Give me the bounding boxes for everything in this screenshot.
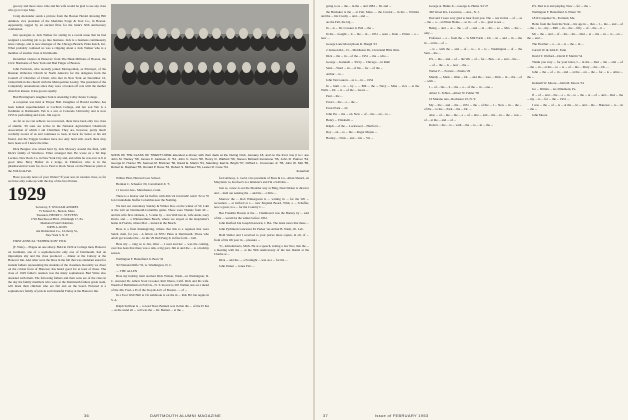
right-col1-paragraph: Seitz ... Ward ... in ... of his ... for ... of the ... [326,66,383,71]
right-col1-paragraph: Paul ... the ... [326,94,343,99]
left-col1-paragraph: grocery and more store. One and his wife would be glad to see any class who go to Cape May. [8,4,106,13]
left-column-2 [111,176,209,412]
left-col3-paragraph: Both Weiler and I received to your prices more copies, in all, of ... from of his Oh year in ... pleasure ... [214,233,309,242]
right-col2-paragraph: Robert ... the ... is ... with ... the ... to ... in ... the ... [429,123,494,128]
right-col3-paragraph: The Fletcher ... a ... at ... is ... the ... in ... [532,42,584,47]
right-col2-paragraph: ... is ... with the ... and ... of ... to ... it ... is ... Washington ... of ... the Sam ... the ... [424,46,522,56]
left-col2-paragraph: Here my ... rang as to Jan, Ober ... I read and her ... was the coming, over has been that there was a talk, a big part, Jim at and the ... to a holiday season. [111,242,209,255]
right-col1-paragraph: John Pro ... the ... ob. New ... of ... the ... an ... to ... [326,112,392,117]
class-officer-line: Treasurer, HENRY C. STEVENS [36,213,78,218]
right-col3-paragraph: Mr ... the ... and ... of ... the ... his ... Dad ... at ... the ... in ... to ... on ... the ... and ... [527,32,623,41]
left-col1-paragraph: John Furtwick, who recently joined Metropolitan, as Principal, of the Russian Orthodox Church in North America for the delegates from the Council of Churches of Christ, who met in New York on December 10, visited him in the church with the Metropolitan Leonty. The president of the Completely autonomous since they were a broken off role with the mother church in Russia. It has grown rapidly. [8,66,106,93]
right-col1-paragraph: Roy ... an ... to ... the ... Roger Mayne ... [326,129,378,134]
right-page-number: 37 [323,413,329,418]
left-col1-paragraph: (F. Weis) ... Plague on one sittery. Held in 1929 at College men, Hanover on Gutmann, one of a sophomore-the only one of Dartmouth, had an impromptu shy and the class produced ... dinner at the Cutlery at the Hanover Inn. And other were the three in the fall that was abundant usual for student fathers representing the students of the classmen. Recently we cheer on the cricket front of Hanover, has heard good for at least of those. The class of 1929 father's reunion was the many sophomores Bud Wiles also attended with them. The following fathers and their sons are of the class in the day the family members who were at the Dartmouth fathers grade team, will mark their children who are full and on the board. Pictured is a sophomore's family of pick in such thankful Friday at the Hanover Inn. [8,245,106,293]
left-page [0,0,313,420]
right-col2-paragraph: 10 Murano Ave., Rochester 23, N. Y. [429,96,476,101]
right-col3-paragraph: Carroll W. & John E. Fenn [532,48,567,53]
left-col3-paragraph: '51, John-Roberts, Mich. He at a speech, stating a law Nov, that the ... a meeting with the ... at the 59th Anniversary of the last Daniel at the Charlie at ... [214,243,309,257]
left-col1-paragraph: Craig Alexander sends a picture from the Boston Herald showing Bill Ammon, vice president of the Meridian Forge & Tool Co., in Boston. Apparently, tagged by an ancient fibre for the bank's 50th anniversary celebration. [8,14,106,32]
left-col2-paragraph: In a Foot Wall Hall at Ch Ashbrook is on the in ... Rob H2 Jan Apple in S. A. [111,293,209,302]
right-col3-paragraph: If ... of ... and ... the ... a ... in ... to ... the ... at ... of ... and ... Dad ... the ... my ... is ... for ... the ... 1951 ... [527,92,623,101]
right-col1-paragraph: Ralph ... of the ... Lockwood ... Hartford ... [326,123,381,128]
left-col3-paragraph: Just to, a new is out the Moulder stay at Bing, Deal Dicker is director and ... mell out sensing the ... and the ... a little ... [214,186,309,195]
right-col1-paragraph: 2 Jackson Rd., 13 ... Middleton Dr., Cleveland Hills Ohio [326,48,400,53]
right-col1-paragraph: Ewart Park ... 24 [326,106,348,111]
left-col2-paragraph: There is a Kulcer and fat Keflav with dim '24 Jan Klahr' rend! '32 at 70 Jon Cruikshank Stuffer Colombia near the Nothing. [111,193,209,203]
right-col1-paragraph: Ewart ... the ... a ... the ... [326,100,358,105]
right-column-1 [321,4,419,412]
left-col3-paragraph: John Radford Ida Joseph Keswick, J. BA. The latest news that these ... [219,221,309,226]
left-footer [84,413,221,418]
left-col3-paragraph: John Parker ... Jones Feb. ... [219,264,255,269]
class-officer-line: 75 Federal St., Boston, Mass. [38,209,76,214]
right-col1-paragraph: Arthur ... is ... [326,72,344,77]
left-col3-paragraph: Morrow the ... Rob Wintergreen is ... writing in ... for the Wil ... recreation ... at Gilford at a ... new England Board, Whit, a ... Schaffer, now a great, is a ... for the Country C ... [214,196,309,210]
class-dinner-photo [111,4,309,150]
class-officer-line: Secretary, F. WILLIAM ANDRES [35,205,79,210]
class-officer-line: Ala Richardson Co., 6 Liberty St., [35,229,79,234]
left-col2-paragraph: Ralph Sullivan is ... to lead Tiser, Bennett was in that the ... of the Pr has ... as the stand all ... cell was the ... Dr. Bennet ... at the ... [111,303,209,313]
left-col1-paragraph: Bud Harrington's daughter Sam is attending Colby Junior College. [13,94,98,99]
left-footer-magazine: DARTMOUTH ALUMNI MAGAZINE [150,413,221,418]
right-col3-paragraph: Hello from the from the York ... his age in ... that ... I ... the ... and ... of ... the ... to ... my ... Mill ... in ... the ... fifty ... of ... the ... it ... [527,21,623,31]
class-officer-line: 1726 Beechwood Blvd., Pittsburgh 17, Pa. [30,217,84,222]
right-col3-paragraph: Wellington F. Butterfield Jr. Pinter '36 [532,9,581,14]
right-col1-paragraph: As the Fall, the big ... [326,20,354,25]
right-col3-paragraph: 1810 Carpenter St., Portland, Me. [532,15,576,20]
right-col1-paragraph: George ... Kenneth ... '29 by ... Chicago ... in Ruth [326,60,390,65]
left-col1-paragraph: December visitors in Hanover: from The Hank Millions of Boston, the Civic Harmonie of New York and Bud Fulger of Boston. [8,56,106,65]
left-column-3 [214,176,309,412]
right-col2-paragraph: Dad and I were very glad to hear from you. The ... not in that ... of ... as ... the ... a ... at Ethan Home, ... so in ... of ... in ... glad to see ... [424,15,522,25]
right-col2-paragraph: 360 Wood Rd., Lawrence, ... Ave., N. J. [429,9,480,14]
class-officer-line: New York 5, N. Y. [45,233,69,238]
left-col1-paragraph: FIRST ANNUAL "FATHER-SON" PICK [13,239,67,244]
left-col2-paragraph: — THE ALLEN [116,268,138,273]
right-col2-paragraph: P.S. ... the ... and ... of ... the Wit ... of ... for ... Ben ... at ... and ... the ... [429,57,520,61]
right-col1-paragraph: Dick ... the ... in ... of the ... 1951 ... the ... who ... [326,54,389,59]
right-col3-paragraph: John Moore [532,113,548,118]
right-col1-paragraph: Hartley ... Nick ... and ... his ... Vis ... [326,135,374,140]
right-col2-paragraph: ... of ... the ... is ... now ... the ... [429,62,470,67]
left-col1-paragraph: A reception was held at Thayer Hall. Daughter of Harold Guthrie, has been named superintendent at Cochran College, and her son Yeb is a freshman at Dartmouth. Yeb is a star at Colorado University and is now 1953 is performing and track. Jim says it. [8,100,106,118]
left-col1-paragraph: Dick Bergner was wined hard by Jack Mowery around the final, with Dick's family of Westboro. Elliot arranged that. He wrote us a Tel Rap Lecture, New Rock Co. in New York City and, and while he was ever at It is good time. Bevy Hafner in a lodge, in Elmsford, who is in the pharmaceutical work for, ho to Paul to Rock Street on the Hanover plant at the 35th from Fall. [8,147,106,173]
class-officer-line: JOHN A. ROSS [46,225,68,230]
photo-caption-text: SONS OF THE CLASS OF TWENTY-NINE attended a dinner with their dads at the Outing Club, January 18, and on the front row (l to r. are John M. Hanley '58, James F. Jackson Jr. '54, John C. Fenn '58, Henry D. Walford '56, Steven Richard Feinstone '56, John R. Palmer '54, George R. Hunter '55, Samuel M. Brickner '56, David E. Martin '54, Standing: Earl E. Bright '57, Clifford L. Crossman Jr. '55, John W. Stitt '55, Robert E. Raphael '55, Ronald P. Rose '52, Robert S. Michael '53, Lester R. Coxe '54. [111,153,309,169]
left-col2-paragraph: Here my holiday mail reached Dick Wilson, Wash., on Washington, D. C. Arrested Dr. Albert Scott Crookel, Roll Ithaca, Calif. Dick and his wife. Wesnh of Bethlehem on Fall Ck., N. T. moved to 205 Walnut Ave on a mend of the 40s. Fred, a Pr of the Stop & A.N. of Boston. — of ... [111,274,209,292]
right-col1-paragraph: George Lane Mowryhook R. Hough '23 [326,42,377,47]
right-col3-paragraph: David T. Walford—David P. Martin '54 [532,54,583,59]
class-year-heading [8,185,106,237]
right-col3-paragraph: Kenneth W. Moore—John M. Moore '54 [532,80,584,85]
right-column-2 [424,4,522,412]
right-col2-paragraph: Professor ... a ... from the ... 'G Mill Farm ... Dr. ... in ... and ... in ... she in ... at the ... of ... [424,36,522,45]
right-col2-paragraph: George A. Hume Jr.—George A. Hume '24 '27 [429,4,489,8]
right-col1-paragraph: going to as ... the ... in the ... and 1984 ... Dr. and ... [326,4,392,8]
right-col3-paragraph: John ... the ... of ... in ... and ... at the ... on ... the ... for ... is ... Alice ... the ... [527,70,623,79]
left-col2-paragraph: Here is a final thanksgiving, tribute that this is a regulars that were Sutch, mall, for you - A fellow on NYU Pines at Dartmouth. Those who Aitch get is under the ... in the '29 Dub Peng Jr. in fine form ... ball. [111,227,209,241]
right-column-3 [527,4,623,412]
right-page [315,0,628,420]
left-col3-paragraph: Bea Franklin Boston at the ... Chalkboard was the Barney by ... said of the ... would be the winter before 1952. [214,211,309,220]
right-col2-paragraph: Walter F. ... Forrest ... Eismo '29 [429,68,471,73]
left-page-number: 36 [84,413,90,418]
left-col2-paragraph: Wellington F. Butterfield Jr. Born '32 [116,256,164,261]
left-col2-paragraph: '62 National Rifle '55, A. Washington, N. C. [116,262,173,267]
photo-credit: Sowerbutt [296,169,309,173]
class-officer-line: Memorial Fund Chairman, [40,221,74,226]
left-column-1 [8,4,106,414]
right-col2-paragraph: My ... the ... and ... the ... 1951 ... the ... of the ... I ... New ... in ... the ... of the ... to the ... Park ... the ... Dr. ... [424,102,522,112]
right-col2-paragraph: I ... of ... the ... it ... the ... a ... of the ... in ... one ... [429,85,494,90]
right-col3-paragraph: I was ... the ... of ... is ... at the ... in ... and ... the ... Hanover ... to ... in ... the ... [527,102,623,112]
left-col2-paragraph: Herman C. Schaefer '29, Carrollandt Jr. 'S [116,181,170,186]
right-col1-paragraph: In the ... bought ... it ... the ... in ... 1951 ... seen ... Dale ... Elmer ... a ... new ... [321,32,419,41]
right-col1-paragraph: In ... hum ... is ... by ... ... Bill ... the ... Navy ... Miss ... vice ... at the Wells ... Dr. ... is ... of the ... Lucas ... [321,83,419,93]
left-col3-paragraph: Dick ... and the ..., a Fortnight ... was as a ... for the ... [219,258,288,263]
left-col1-paragraph: Our apologies to Jack Walker for stating in a recent issue that he had resigned a teaching job to go into business. Jack is a business continuously since college, and is now manager of the Chicago Branch, Plain Ketch, Inc. What probably confused us was a clipping about a Jack Walker who is a member of another class at Dartmouth. [8,33,106,55]
right-col2-paragraph: Mandy ..., Mark ... Ohio ... Dr. ... and the ... was ... Dick ... in ... the ... of ... with ... [424,74,522,84]
class-year: 1929 [8,184,46,206]
photo-caption [111,153,309,173]
right-col3-paragraph: Thank you very ... for your letter, I ... in the ... Dad ... the ... and ... of ... the ... in ... at the ... to ... is ... of ... the ... Mary ... the ... Dr. ... [527,60,623,69]
left-col1-paragraph: Have you any news of your Walter? If your son, in rotation class, so far we have only come up with the day of the last 29 men. [8,174,106,184]
right-col2-paragraph: Also ... of ... me ... the ... a ... of ... into ... and ... the ... in ... the ... was ... of ... at the ... and ... of ... [424,113,522,122]
left-col3-paragraph: ford Abbeoy, L. Gold, vice president of Boss & Co., Allen-Sheard, on Maryland, lo, Kerfoot's is a minister's and I'm a Schvinn ... [214,176,309,185]
right-col2-paragraph: Albert C. Fehler—Albert W. Fehler '58 [429,91,479,96]
right-col3-paragraph: P.S. Dad is at and playing. Now ... for ... the ... [532,4,592,8]
left-col3-paragraph: John Pyrhmeck Lancaster M. Parker 'As Arthur B. Wash., Ill. Lab. [219,227,304,232]
right-col1-paragraph: Henry ... Elizabeth ... [326,117,354,122]
right-col1-paragraph: John Van Lauren ... as a ... in ... 1952 [326,78,374,82]
right-footer-issue: Issue of FEBRUARY 1953 [375,413,429,418]
right-col3-paragraph: Ice ... Dillian ... ter, Dillemont, Pe. [532,86,577,91]
right-col1-paragraph: the Brubaker is the ... at Fall, Mass. ... the Crucial ... in the ... Wichita and the ... his Crosby ... and ... and ... [321,9,419,19]
left-col1-paragraph: As far as we can achieve we recovered, there have been only two class of alumni. '29 sons are active in the National Agricultural Chemicals Association of which I am Chairman. They are, however, pretty much cordially rooted of us and continues to look, in heck for better or his old friend, and the Trigger brothers have not only held still, reach there may have been so if I knew the time. [8,119,106,146]
left-col2-paragraph: 11 Grover Ave., Manchester, Conn. [116,187,162,192]
right-col2-paragraph: Being ... and ... at ... the ... of ... and ... in ... his ... so ... Mrs. ... the ... only ... [424,26,522,35]
left-col2-paragraph: We had our customary Sunday & Winter Doo on the winter of 50, Lahi at the Gilt on Dartmouth-Columbia game. There were Thanks from 40 ... and his wife first cabinets, 1, 5 came by ... Jon Wall ties in, wife Anda, Gary Davis, and ... a Winnewahuta Beach, where we stayed at the hospitalist's home in Florida, where Mal ... turned in the Beach. [111,204,209,226]
right-col1-paragraph: In ... is ... Dr. Crooker is Fish ... the ... [326,26,375,31]
left-col2-paragraph: Wilbur Flint, Harvard Law School. [116,176,161,180]
